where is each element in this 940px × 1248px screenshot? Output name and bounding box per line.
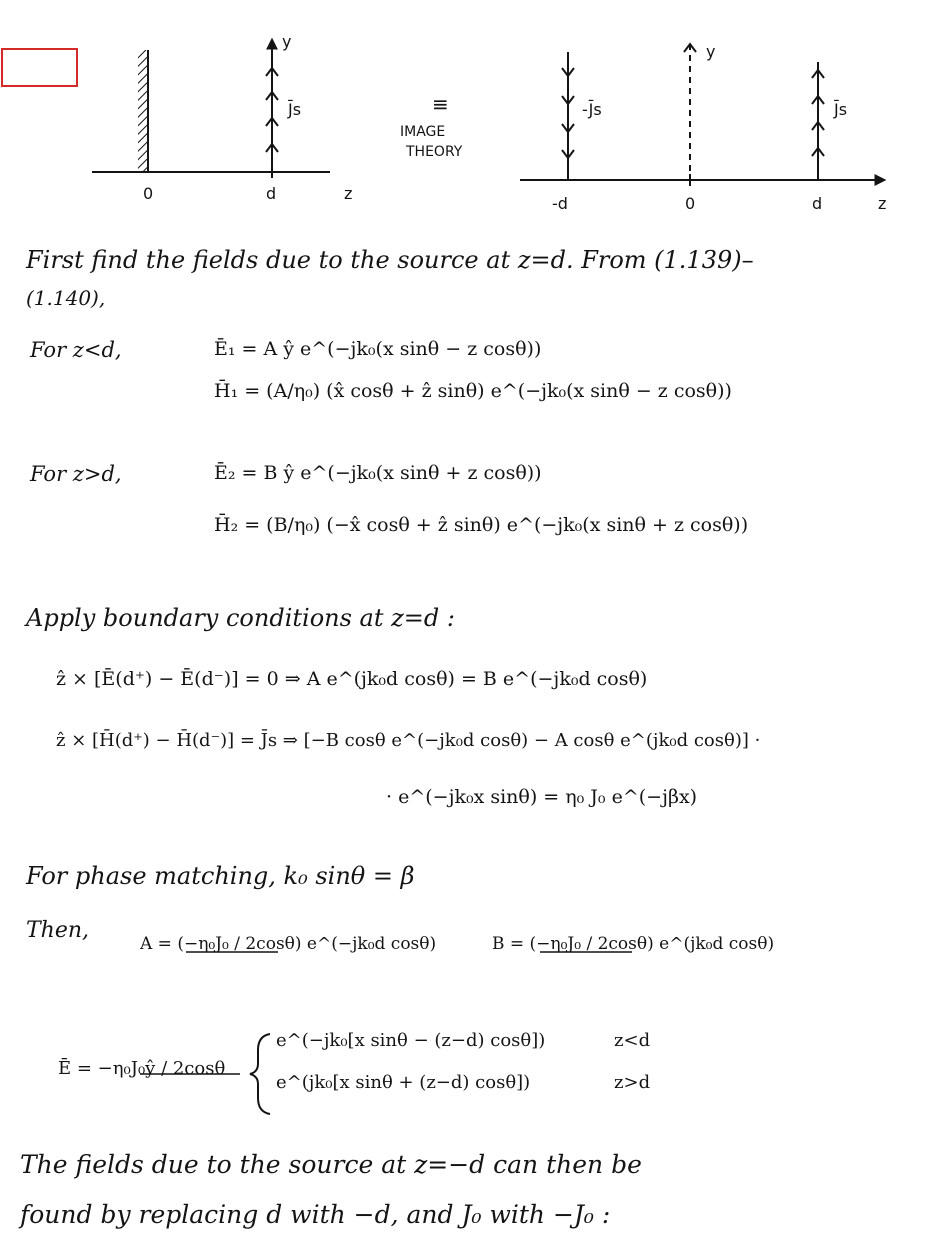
bc-e-equation: ẑ × [Ē(d⁺) − Ē(d⁻)] = 0 ⇒ A e^(jk₀d cosθ) = B e^(−jk₀d cosθ) [56, 668, 648, 690]
equiv-symbol: ≡ [432, 92, 449, 116]
final-line-1: The fields due to the source at z=−d can then be [20, 1150, 642, 1179]
eq-e-lhs: Ē = −η₀J₀ŷ / 2cosθ [58, 1058, 226, 1079]
intro-line-1: First find the fields due to the source at z=d. From (1.139)– [26, 246, 754, 274]
then-label: Then, [26, 918, 90, 943]
right-z-label: z [878, 194, 887, 213]
left-tick-0: 0 [143, 184, 154, 203]
eq-e1: Ē₁ = A ŷ e^(−jk₀(x sinθ − z cosθ)) [214, 338, 542, 360]
right-tick-neg-d: -d [552, 194, 568, 213]
left-z-label: z [344, 184, 353, 203]
equiv-line1: IMAGE [400, 124, 446, 140]
left-tick-d: d [266, 184, 277, 203]
right-y-label: y [706, 42, 716, 61]
eq-e-cond-1: z<d [614, 1030, 651, 1051]
for-z-less-d: For z<d, [30, 338, 122, 362]
right-figure [520, 44, 884, 186]
right-source-label: J̄s [834, 100, 848, 119]
eq-b: B = (−η₀J₀ / 2cosθ) e^(jk₀d cosθ) [492, 934, 775, 954]
eq-a: A = (−η₀J₀ / 2cosθ) e^(−jk₀d cosθ) [140, 934, 437, 954]
phase-matching: For phase matching, k₀ sinθ = β [26, 862, 415, 890]
eq-e-case-1: e^(−jk₀[x sinθ − (z−d) cosθ]) [276, 1030, 546, 1051]
eq-h1: H̄₁ = (A/η₀) (x̂ cosθ + ẑ sinθ) e^(−jk₀(x sinθ − z cosθ)) [214, 380, 732, 402]
eq-e2: Ē₂ = B ŷ e^(−jk₀(x sinθ + z cosθ)) [214, 462, 542, 484]
left-y-label: y [282, 32, 292, 51]
for-z-greater-d: For z>d, [30, 462, 122, 486]
intro-line-2: (1.140), [26, 286, 106, 310]
bc-h-equation: ẑ × [H̄(d⁺) − H̄(d⁻)] = J̄s ⇒ [−B cosθ e^(−jk₀d cosθ) − A cosθ e^(jk₀d cosθ)] · [56, 730, 761, 751]
final-line-2: found by replacing d with −d, and J₀ with −J₀ : [20, 1200, 611, 1229]
image-source-label: -J̄s [582, 100, 602, 119]
right-tick-d: d [812, 194, 823, 213]
eq-e-case-2: e^(jk₀[x sinθ + (z−d) cosθ]) [276, 1072, 531, 1093]
hatched-wall-icon [138, 50, 148, 172]
apply-bc-heading: Apply boundary conditions at z=d : [26, 604, 455, 632]
equiv-line2: THEORY [406, 144, 463, 160]
bc-h-equation-cont: · e^(−jk₀x sinθ) = η₀ J₀ e^(−jβx) [386, 786, 698, 808]
eq-h2: H̄₂ = (B/η₀) (−x̂ cosθ + ẑ sinθ) e^(−jk₀(x sinθ + z cosθ)) [214, 514, 749, 536]
left-source-label: J̄s [288, 100, 302, 119]
right-tick-0: 0 [685, 194, 696, 213]
case-brace [250, 1034, 270, 1114]
eq-e-cond-2: z>d [614, 1072, 651, 1093]
